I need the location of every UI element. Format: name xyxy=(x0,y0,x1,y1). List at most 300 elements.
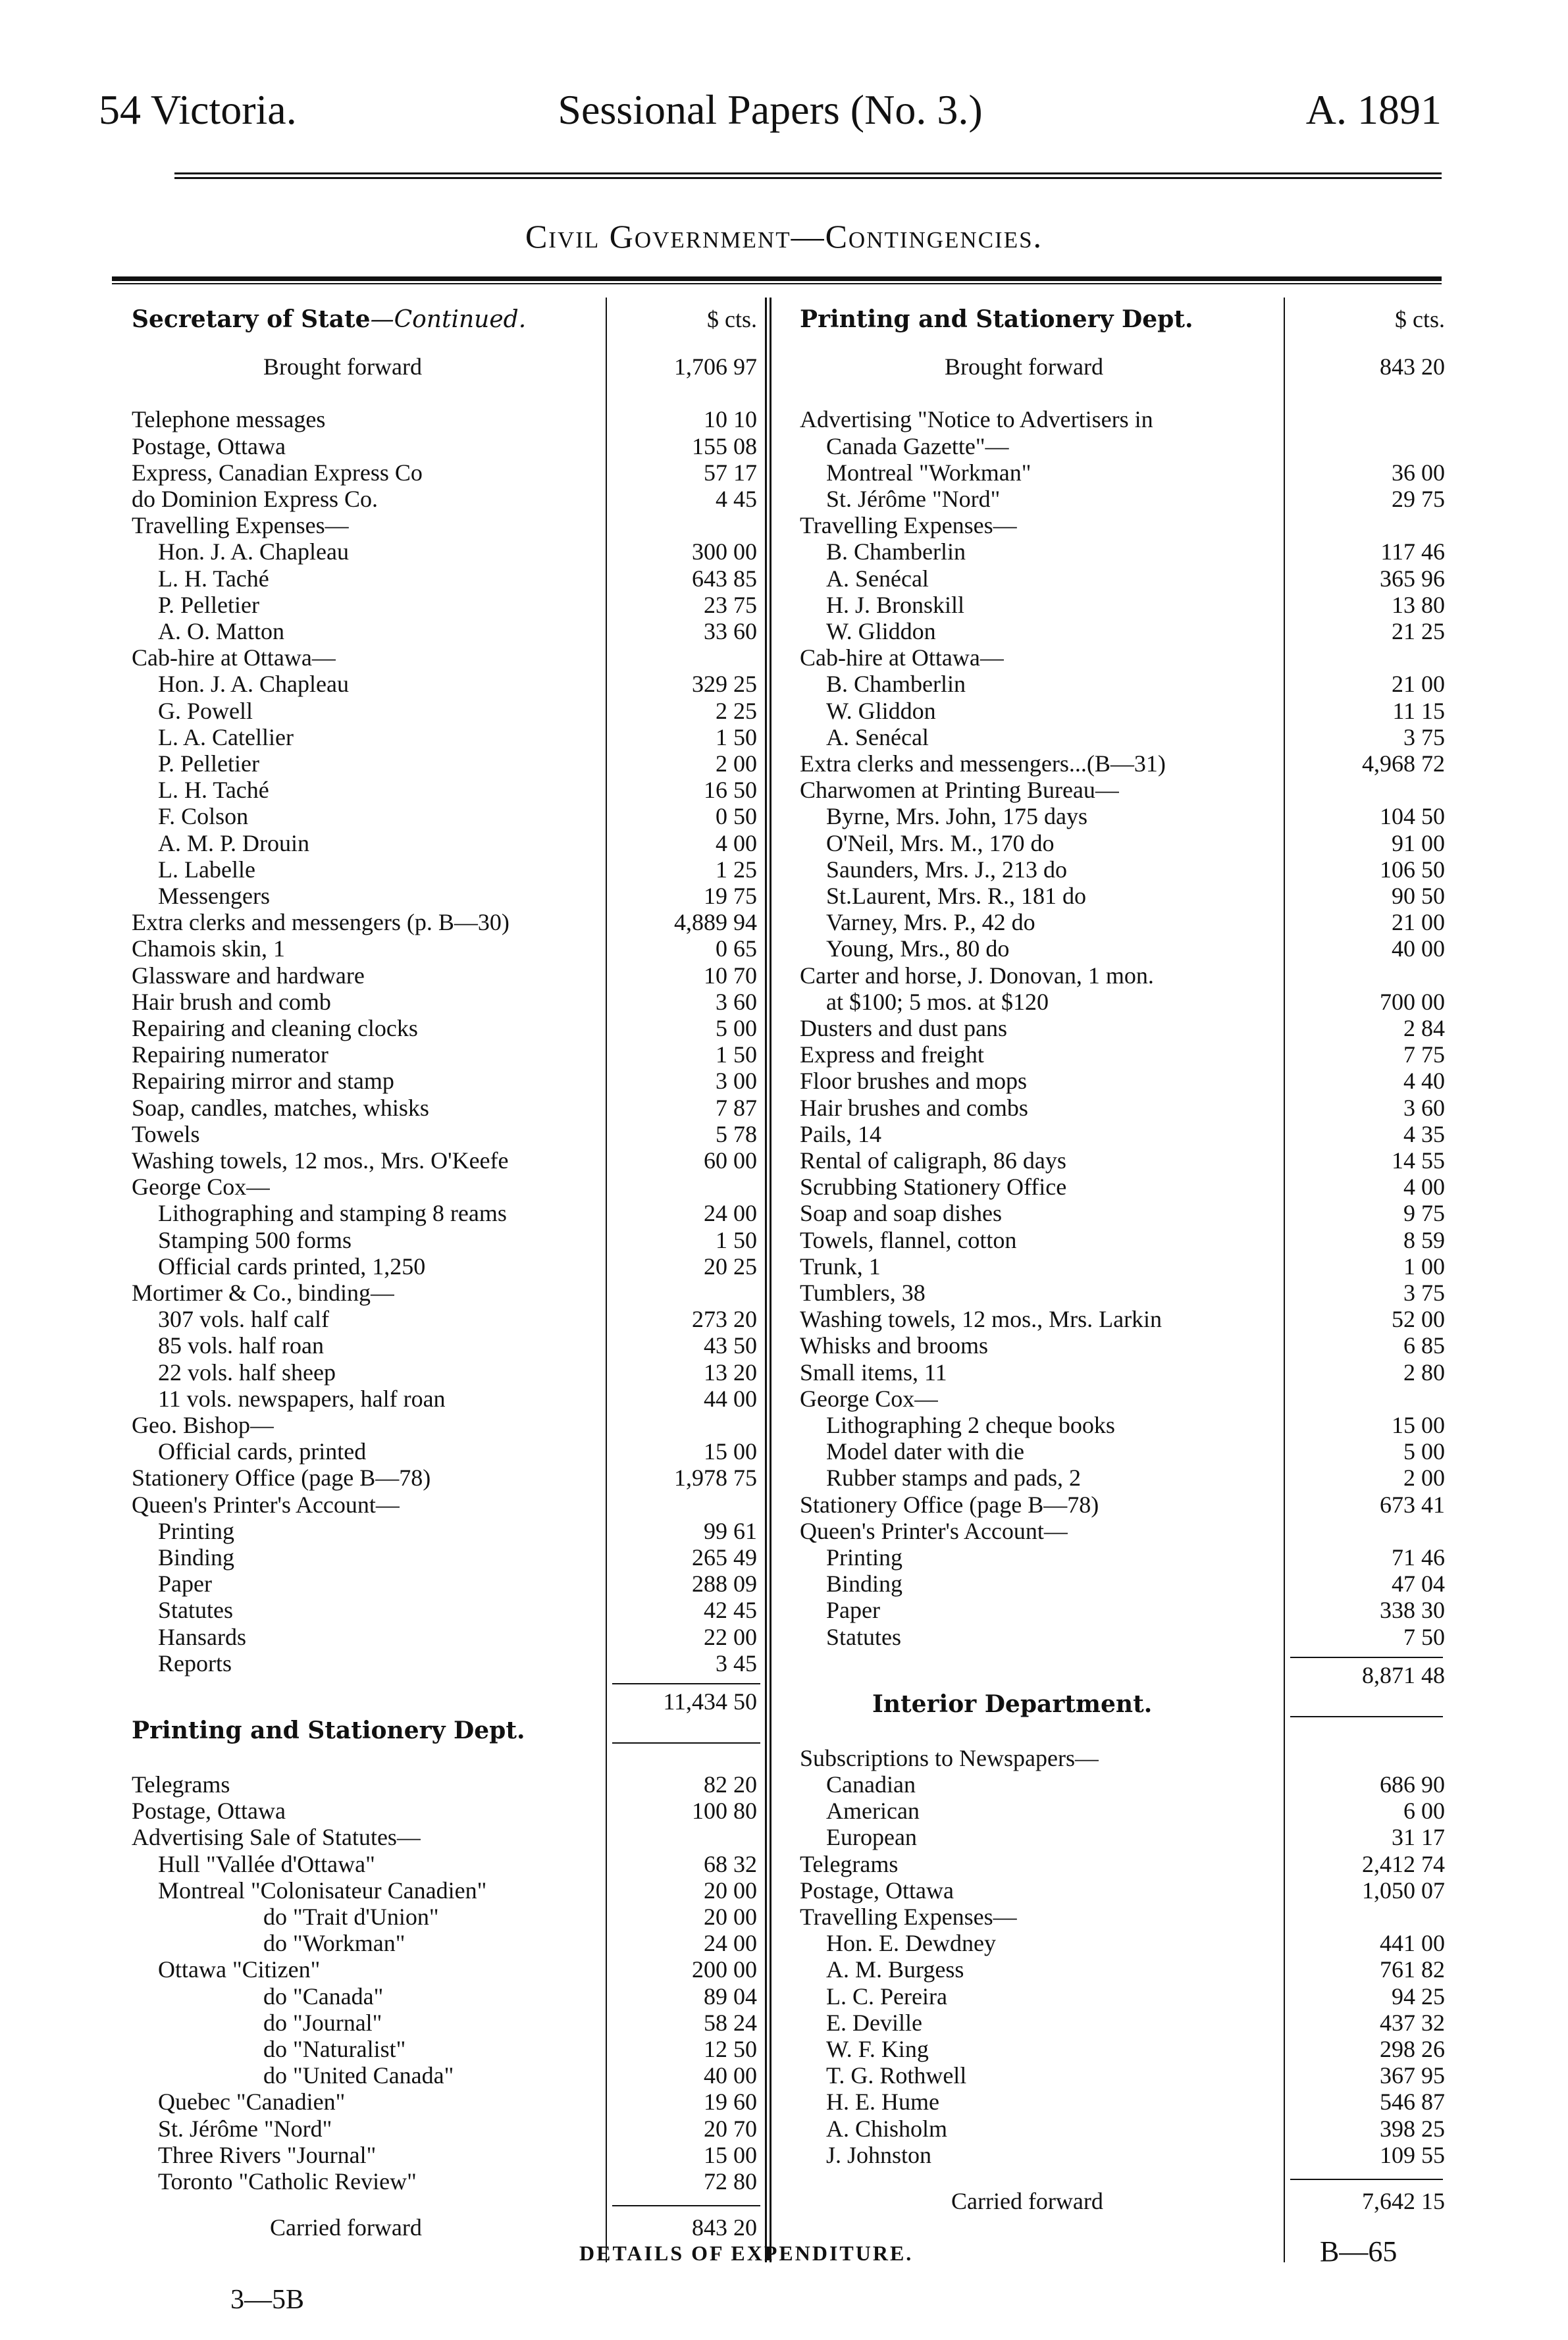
ledger-row xyxy=(132,909,757,935)
ledger-amount: 288 09 xyxy=(692,1571,757,1598)
ledger-row xyxy=(132,1253,757,1280)
ledger-row xyxy=(132,353,757,380)
ledger-row xyxy=(800,1518,1445,1544)
ledger-label: Cab-hire at Ottawa— xyxy=(132,644,336,671)
ledger-label: Messengers xyxy=(158,883,270,909)
ledger-label: Binding xyxy=(826,1571,903,1598)
ledger-amount: 6 00 xyxy=(1403,1798,1445,1825)
ledger-row xyxy=(800,1280,1445,1306)
ledger-row xyxy=(800,1147,1445,1174)
ledger-row xyxy=(132,1015,757,1041)
ledger-label: W. Gliddon xyxy=(826,618,936,644)
ledger-amount: 10 70 xyxy=(704,962,757,989)
currency-header: $ cts. xyxy=(707,306,757,332)
ledger-label: B. Chamberlin xyxy=(826,671,966,698)
ledger-amount: 106 50 xyxy=(1380,856,1445,883)
ledger-row xyxy=(132,830,757,856)
ledger-row xyxy=(800,962,1445,989)
ledger-label: Mortimer & Co., binding— xyxy=(132,1280,394,1306)
ledger-label: Printing xyxy=(158,1517,235,1544)
ledger-row xyxy=(800,1904,1445,1930)
ledger-row xyxy=(132,2142,757,2168)
ledger-row xyxy=(800,1798,1445,1824)
ledger-amount: 3 75 xyxy=(1403,723,1445,750)
ledger-label: Hull "Vallée d'Ottawa" xyxy=(158,1850,375,1877)
ledger-label: Binding xyxy=(158,1544,235,1571)
ledger-label: Three Rivers "Journal" xyxy=(158,2141,377,2168)
ledger-row xyxy=(132,1624,757,1650)
ledger-amount: 4 00 xyxy=(716,829,757,856)
ledger-label: O'Neil, Mrs. M., 170 do xyxy=(826,829,1055,856)
ledger-amount: 643 85 xyxy=(692,565,757,592)
ledger-amount: 2 25 xyxy=(716,697,757,724)
ledger-amount: 10 10 xyxy=(704,406,757,433)
ledger-amount: 23 75 xyxy=(704,591,757,618)
ledger-row xyxy=(800,2089,1445,2115)
ledger-label: Printing xyxy=(826,1544,903,1571)
ledger-row xyxy=(132,1930,757,1956)
ledger-row xyxy=(132,538,757,565)
ledger-amount: 99 61 xyxy=(704,1517,757,1544)
ledger-label: Towels, flannel, cotton xyxy=(800,1226,1017,1253)
ledger-amount: 82 20 xyxy=(704,1771,757,1798)
ledger-label: George Cox— xyxy=(132,1174,271,1201)
ledger-label: Soap, candles, matches, whisks xyxy=(132,1094,429,1121)
ledger-amount: 19 60 xyxy=(704,2089,757,2116)
ledger-label: Montreal "Workman" xyxy=(826,459,1032,486)
ledger-amount: 15 00 xyxy=(704,1438,757,1465)
ledger-row xyxy=(132,1904,757,1930)
ledger-amount: 7 50 xyxy=(1403,1623,1445,1650)
ledger-row xyxy=(132,1824,757,1850)
ledger-amount: 4 00 xyxy=(1403,1174,1445,1201)
ledger-label: Stamping 500 forms xyxy=(158,1226,352,1253)
ledger-label: Model dater with die xyxy=(826,1438,1024,1465)
ledger-label: Small items, 11 xyxy=(800,1359,947,1386)
ledger-amount: 94 25 xyxy=(1392,1983,1445,2010)
ledger-row xyxy=(132,1386,757,1412)
ledger-label: Hon. E. Dewdney xyxy=(826,1930,996,1957)
ledger-row xyxy=(132,2010,757,2036)
ledger-row xyxy=(132,1041,757,1068)
ledger-row xyxy=(800,486,1445,512)
ledger-label: P. Pelletier xyxy=(158,591,259,618)
ledger-label: do "United Canada" xyxy=(263,2062,454,2089)
ledger-amount: 365 96 xyxy=(1380,565,1445,592)
ledger-label: Repairing numerator xyxy=(132,1041,328,1068)
ledger-row xyxy=(132,962,757,989)
ledger-label: Towels xyxy=(132,1120,200,1147)
ledger-row xyxy=(132,1412,757,1438)
ledger-label: do "Trait d'Union" xyxy=(263,1904,439,1930)
ledger-amount: 700 00 xyxy=(1380,988,1445,1015)
ledger-amount: 57 17 xyxy=(704,459,757,486)
ledger-amount: 60 00 xyxy=(704,1147,757,1174)
ledger-label: L. Labelle xyxy=(158,856,255,883)
ledger-label: Charwomen at Printing Bureau— xyxy=(800,777,1119,804)
ledger-amount: 273 20 xyxy=(692,1306,757,1333)
ledger-amount: 7 87 xyxy=(716,1094,757,1121)
ledger-amount: 117 46 xyxy=(1380,538,1445,565)
ledger-row xyxy=(132,1798,757,1824)
ledger-label: P. Pelletier xyxy=(158,750,259,777)
ledger-label: Chamois skin, 1 xyxy=(132,935,286,962)
ledger-amount: 1 50 xyxy=(716,723,757,750)
column-heading-title: Printing and Stationery Dept. xyxy=(800,306,1193,332)
ledger-label: Paper xyxy=(158,1571,212,1598)
ledger-row xyxy=(132,1068,757,1094)
ledger-label: Extra clerks and messengers...(B—31) xyxy=(800,750,1166,777)
ledger-amount: 4,968 72 xyxy=(1362,750,1445,777)
ledger-label: Extra clerks and messengers (p. B—30) xyxy=(132,909,510,936)
ledger-row xyxy=(800,1824,1445,1850)
ledger-label: L. H. Taché xyxy=(158,565,269,592)
ledger-label: Stationery Office (page B—78) xyxy=(800,1491,1099,1518)
carried-forward-label: Carried forward xyxy=(951,2188,1103,2214)
ledger-label: Canada Gazette"— xyxy=(826,432,1009,459)
ledger-label: Advertising Sale of Statutes— xyxy=(132,1824,421,1851)
footer-details-caption: DETAILS OF EXPENDITURE. xyxy=(579,2241,914,2265)
ledger-amount: 1,706 97 xyxy=(674,353,757,380)
ledger-row xyxy=(800,1253,1445,1280)
header-title: Sessional Papers (No. 3.) xyxy=(558,86,983,133)
ledger-row xyxy=(800,935,1445,962)
ledger-label: Paper xyxy=(826,1597,880,1624)
ledger-amount: 3 60 xyxy=(1403,1094,1445,1121)
ledger-row xyxy=(800,989,1445,1015)
ledger-amount: 22 00 xyxy=(704,1623,757,1650)
ledger-row xyxy=(132,777,757,803)
ledger-label: A. O. Matton xyxy=(158,618,284,644)
ledger-row xyxy=(132,459,757,486)
running-header xyxy=(99,86,1442,138)
ledger-label: Rental of caligraph, 86 days xyxy=(800,1147,1066,1174)
ledger-label: Postage, Ottawa xyxy=(800,1877,954,1904)
ledger-amount: 761 82 xyxy=(1380,1956,1445,1983)
ledger-row xyxy=(800,1412,1445,1438)
ledger-amount: 13 20 xyxy=(704,1359,757,1386)
ledger-label: Hansards xyxy=(158,1623,246,1650)
ledger-label: 307 vols. half calf xyxy=(158,1306,329,1333)
ledger-amount: 89 04 xyxy=(704,1983,757,2010)
ledger-label: do "Journal" xyxy=(263,2009,382,2036)
ledger-label: Quebec "Canadien" xyxy=(158,2089,346,2116)
ledger-label: 11 vols. newspapers, half roan xyxy=(158,1385,446,1412)
ledger-row xyxy=(800,538,1445,565)
ledger-row xyxy=(132,1095,757,1121)
ledger-label: Washing towels, 12 mos., Mrs. O'Keefe xyxy=(132,1147,509,1174)
ledger-amount: 0 65 xyxy=(716,935,757,962)
ledger-label: at $100; 5 mos. at $120 xyxy=(826,988,1049,1015)
ledger-label: Washing towels, 12 mos., Mrs. Larkin xyxy=(800,1306,1163,1333)
ledger-amount: 4 45 xyxy=(716,486,757,512)
ledger-amount: 5 78 xyxy=(716,1120,757,1147)
ledger-label: Queen's Printer's Account— xyxy=(800,1517,1068,1544)
ledger-amount: 47 04 xyxy=(1392,1571,1445,1598)
ledger-label: Travelling Expenses— xyxy=(800,512,1017,539)
ledger-label: A. Chisholm xyxy=(826,2115,948,2142)
ledger-amount: 441 00 xyxy=(1380,1930,1445,1957)
ledger-row xyxy=(800,1174,1445,1200)
ledger-amount: 673 41 xyxy=(1380,1491,1445,1518)
ledger-row xyxy=(800,1571,1445,1597)
ledger-row xyxy=(132,935,757,962)
ledger-label: Pails, 14 xyxy=(800,1120,882,1147)
ledger-label: W. F. King xyxy=(826,2036,929,2062)
ledger-row xyxy=(800,1200,1445,1226)
ledger-row xyxy=(132,1227,757,1253)
ledger-label: 22 vols. half sheep xyxy=(158,1359,336,1386)
ledger-label: Stationery Office (page B—78) xyxy=(132,1465,431,1492)
ledger-label: Postage, Ottawa xyxy=(132,432,286,459)
ledger-row xyxy=(800,1332,1445,1359)
ledger-label: Geo. Bishop— xyxy=(132,1412,274,1438)
ledger-label: L. H. Taché xyxy=(158,777,269,804)
footer-page-number: B—65 xyxy=(1320,2235,1398,2268)
ledger-label: do "Workman" xyxy=(263,1930,405,1957)
ledger-label: Telephone messages xyxy=(132,406,326,433)
ledger-row xyxy=(132,2116,757,2142)
ledger-amount: 200 00 xyxy=(692,1956,757,1983)
ledger-amount: 2,412 74 xyxy=(1362,1850,1445,1877)
ledger-amount: 0 50 xyxy=(716,803,757,830)
ledger-row xyxy=(800,433,1445,459)
ledger-amount: 91 00 xyxy=(1392,829,1445,856)
ledger-row xyxy=(132,698,757,724)
ledger-amount: 90 50 xyxy=(1392,883,1445,909)
section-heading-text: Printing and Stationery Dept. xyxy=(132,1717,525,1744)
ledger-row xyxy=(800,830,1445,856)
ledger-amount: 300 00 xyxy=(692,538,757,565)
header-year: A. 1891 xyxy=(1305,86,1442,133)
ledger-row xyxy=(132,1465,757,1491)
ledger-row xyxy=(800,856,1445,883)
ledger-row xyxy=(800,1771,1445,1798)
ledger-row xyxy=(132,1851,757,1877)
ledger-label: Hair brushes and combs xyxy=(800,1094,1028,1121)
ledger-label: Toronto "Catholic Review" xyxy=(158,2168,417,2195)
ledger-label: do "Canada" xyxy=(263,1983,384,2010)
ledger-amount: 72 80 xyxy=(704,2168,757,2195)
ledger-label: Postage, Ottawa xyxy=(132,1798,286,1825)
section-heading xyxy=(800,1691,1280,1717)
ledger-amount: 7 75 xyxy=(1403,1041,1445,1068)
ledger-amount: 31 17 xyxy=(1392,1824,1445,1851)
ledger-row xyxy=(132,565,757,592)
ledger-amount: 19 75 xyxy=(704,883,757,909)
ledger-row xyxy=(800,2116,1445,2142)
ledger-amount: 40 00 xyxy=(1392,935,1445,962)
section-rule xyxy=(612,1742,760,1744)
ledger-row xyxy=(800,777,1445,803)
carried-forward-row xyxy=(132,2214,757,2241)
ledger-label: Express and freight xyxy=(800,1041,984,1068)
ledger-amount: 3 00 xyxy=(716,1068,757,1095)
ledger-row xyxy=(132,1771,757,1798)
ledger-label: St. Jérôme "Nord" xyxy=(158,2115,332,2142)
header-rule xyxy=(174,172,1442,179)
ledger-amount: 8 59 xyxy=(1403,1226,1445,1253)
ledger-label: Ottawa "Citizen" xyxy=(158,1956,321,1983)
ledger-amount: 686 90 xyxy=(1380,1771,1445,1798)
ledger-row xyxy=(800,2010,1445,2036)
ledger-row xyxy=(132,380,757,406)
ledger-amount: 20 00 xyxy=(704,1904,757,1930)
ledger-row xyxy=(800,2036,1445,2062)
ledger-row xyxy=(132,1306,757,1332)
ledger-row xyxy=(800,1227,1445,1253)
ledger-row xyxy=(132,1438,757,1465)
ledger-amount: 40 00 xyxy=(704,2062,757,2089)
ledger-label: Floor brushes and mops xyxy=(800,1068,1027,1095)
ledger-row xyxy=(132,486,757,512)
ledger-row xyxy=(800,1015,1445,1041)
ledger-amount: 1 50 xyxy=(716,1226,757,1253)
ledger-amount: 298 26 xyxy=(1380,2036,1445,2062)
ledger-label: do "Naturalist" xyxy=(263,2036,406,2062)
ledger-row xyxy=(800,909,1445,935)
ledger-row xyxy=(800,1851,1445,1877)
ledger-label: do Dominion Express Co. xyxy=(132,486,378,512)
ledger-label: Travelling Expenses— xyxy=(800,1904,1017,1930)
ledger-row xyxy=(800,698,1445,724)
ledger-row xyxy=(132,1518,757,1544)
ledger-label: Statutes xyxy=(158,1597,233,1624)
ledger-row xyxy=(800,380,1445,406)
ledger-row xyxy=(800,1956,1445,1983)
ledger-row xyxy=(132,433,757,459)
ledger-label: Saunders, Mrs. J., 213 do xyxy=(826,856,1067,883)
ledger-amount: 58 24 xyxy=(704,2009,757,2036)
ledger-amount: 2 84 xyxy=(1403,1015,1445,1041)
ledger-label: G. Powell xyxy=(158,697,253,724)
carried-forward-label: Carried forward xyxy=(270,2214,422,2241)
ledger-label: Byrne, Mrs. John, 175 days xyxy=(826,803,1087,830)
ledger-label: Hon. J. A. Chapleau xyxy=(158,671,349,698)
subtotal-rule xyxy=(612,1683,760,1684)
ledger-amount: 20 00 xyxy=(704,1877,757,1904)
ledger-row xyxy=(132,592,757,618)
ledger-amount: 15 00 xyxy=(1392,1412,1445,1438)
ledger-row xyxy=(800,1465,1445,1491)
column-heading-text xyxy=(800,306,1193,332)
ledger-amount: 44 00 xyxy=(704,1385,757,1412)
ledger-label: Repairing and cleaning clocks xyxy=(132,1015,418,1041)
ledger-amount: 3 75 xyxy=(1403,1280,1445,1306)
ledger-label: A. M. P. Drouin xyxy=(158,829,310,856)
ledger-row xyxy=(132,1280,757,1306)
ledger-label: Repairing mirror and stamp xyxy=(132,1068,394,1095)
column-heading-text xyxy=(132,306,526,333)
ledger-amount: 33 60 xyxy=(704,618,757,644)
ledger-row xyxy=(800,1041,1445,1068)
ledger-row xyxy=(132,1597,757,1623)
ledger-label: Brought forward xyxy=(945,353,1103,380)
ledger-row xyxy=(800,2062,1445,2089)
ledger-row xyxy=(132,1877,757,1904)
ledger-amount: 9 75 xyxy=(1403,1200,1445,1227)
ledger-amount: 4 40 xyxy=(1403,1068,1445,1095)
ledger-row xyxy=(132,1544,757,1571)
ledger-label: Brought forward xyxy=(263,353,422,380)
ledger-label: L. C. Pereira xyxy=(826,1983,947,2010)
ledger-amount: 24 00 xyxy=(704,1200,757,1227)
ledger-amount: 14 55 xyxy=(1392,1147,1445,1174)
subtotal-row xyxy=(132,1688,757,1715)
ledger-amount: 329 25 xyxy=(692,671,757,698)
ledger-row xyxy=(132,989,757,1015)
ledger-row xyxy=(800,353,1445,380)
ledger-row xyxy=(800,1306,1445,1332)
ledger-row xyxy=(132,1121,757,1147)
ledger-label: Tumblers, 38 xyxy=(800,1280,926,1306)
ledger-label: Trunk, 1 xyxy=(800,1253,881,1280)
ledger-label: St. Jérôme "Nord" xyxy=(826,486,1001,512)
ledger-row xyxy=(132,1492,757,1518)
ledger-amount: 21 00 xyxy=(1392,909,1445,936)
ledger-amount: 24 00 xyxy=(704,1930,757,1957)
ledger-amount: 1 50 xyxy=(716,1041,757,1068)
ledger-amount: 1,978 75 xyxy=(674,1465,757,1492)
ledger-row xyxy=(800,1983,1445,2010)
ledger-row xyxy=(132,1571,757,1597)
ledger-label: Carter and horse, J. Donovan, 1 mon. xyxy=(800,962,1154,989)
ledger-label: W. Gliddon xyxy=(826,697,936,724)
ledger-amount: 42 45 xyxy=(704,1597,757,1624)
ledger-amount: 265 49 xyxy=(692,1544,757,1571)
ledger-label: E. Deville xyxy=(826,2009,922,2036)
ledger-row xyxy=(132,1200,757,1226)
ledger-label: St.Laurent, Mrs. R., 181 do xyxy=(826,883,1086,909)
ledger-amount: 367 95 xyxy=(1380,2062,1445,2089)
ledger-row xyxy=(132,856,757,883)
ledger-label: Telegrams xyxy=(132,1771,230,1798)
ledger-row xyxy=(132,803,757,829)
subtotal-amount: 11,434 50 xyxy=(663,1688,757,1715)
ledger-row xyxy=(132,1174,757,1200)
ledger-amount: 21 25 xyxy=(1392,618,1445,644)
carried-forward-row xyxy=(800,2188,1445,2214)
ledger-amount: 5 00 xyxy=(716,1015,757,1041)
ledger-amount: 2 80 xyxy=(1403,1359,1445,1386)
carried-forward-rule xyxy=(1290,2179,1443,2180)
ledger-label: Soap and soap dishes xyxy=(800,1200,1002,1227)
ledger-label: American xyxy=(826,1798,920,1825)
ledger-row xyxy=(132,2089,757,2115)
ledger-amount: 546 87 xyxy=(1380,2089,1445,2116)
ledger-label: L. A. Catellier xyxy=(158,723,294,750)
ledger-amount: 5 00 xyxy=(1403,1438,1445,1465)
ledger-label: Varney, Mrs. P., 42 do xyxy=(826,909,1035,936)
ledger-row xyxy=(800,512,1445,538)
center-double-divider xyxy=(765,298,771,2262)
ledger-row xyxy=(800,644,1445,671)
ledger-label: 85 vols. half roan xyxy=(158,1332,324,1359)
ledger-label: Hon. J. A. Chapleau xyxy=(158,538,349,565)
ledger-amount: 4 35 xyxy=(1403,1120,1445,1147)
ledger-row xyxy=(800,1930,1445,1956)
ledger-amount: 36 00 xyxy=(1392,459,1445,486)
ledger-label: Scrubbing Stationery Office xyxy=(800,1174,1067,1201)
ledger-row xyxy=(132,618,757,644)
ledger-row xyxy=(132,1983,757,2010)
carried-forward-amount: 843 20 xyxy=(692,2214,757,2241)
ledger-label: A. Senécal xyxy=(826,723,929,750)
ledger-label: A. M. Burgess xyxy=(826,1956,964,1983)
ledger-row xyxy=(800,803,1445,829)
ledger-label: Young, Mrs., 80 do xyxy=(826,935,1010,962)
column-heading xyxy=(132,306,757,332)
